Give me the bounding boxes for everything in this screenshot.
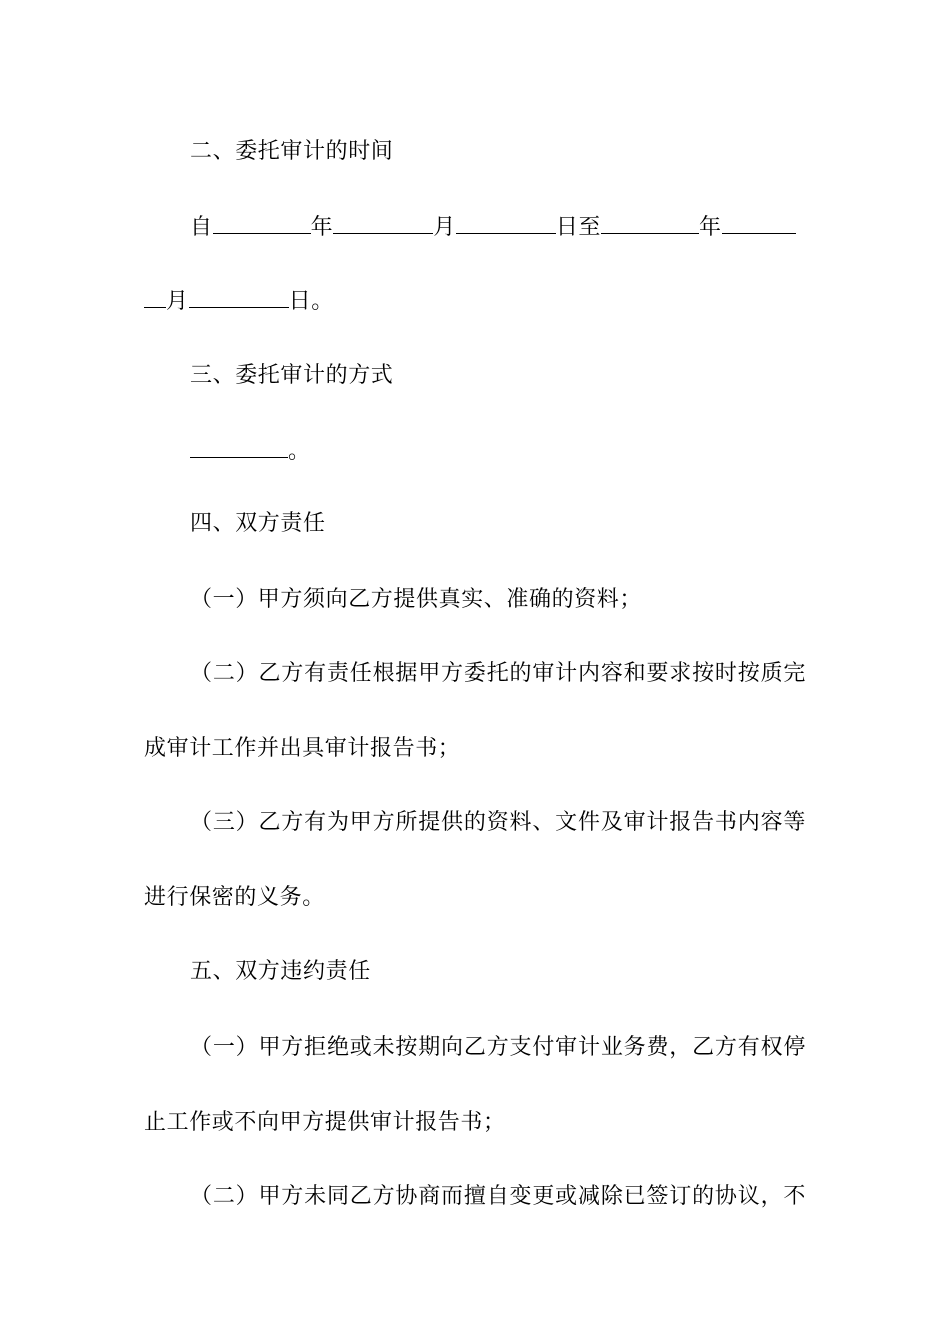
end-month-label: 月 [166, 289, 189, 314]
start-year-blank [213, 211, 311, 234]
section-4-item-2-line-1: （二）乙方有责任根据甲方委托的审计内容和要求按时按质完 [190, 661, 806, 686]
end-month-blank-part1 [722, 211, 796, 234]
end-year-blank [601, 211, 699, 234]
method-blank [190, 435, 288, 458]
start-day-blank [456, 211, 556, 234]
section-3-heading: 三、委托审计的方式 [190, 363, 394, 388]
start-month-blank [333, 211, 433, 234]
section-5-heading: 五、双方违约责任 [190, 959, 371, 984]
end-year-label: 年 [699, 215, 722, 240]
section-4-item-1: （一）甲方须向乙方提供真实、准确的资料； [190, 587, 643, 612]
start-year-label: 年 [310, 215, 334, 240]
section-4-item-3-line-2: 进行保密的义务。 [144, 885, 325, 910]
date-line-2 [144, 285, 806, 317]
method-end: 。 [288, 439, 311, 464]
section-4-heading: 四、双方责任 [190, 511, 326, 536]
section-4-item-3-line-1: （三）乙方有为甲方所提供的资料、文件及审计报告书内容等 [190, 810, 806, 835]
section-2-heading: 二、委托审计的时间 [190, 139, 394, 164]
start-day-label: 日至 [555, 215, 602, 240]
end-day-label: 日。 [288, 289, 334, 314]
start-month-label: 月 [433, 215, 456, 240]
section-4-item-2-line-2: 成审计工作并出具审计报告书； [144, 736, 461, 761]
section-5-item-1-line-1: （一）甲方拒绝或未按期向乙方支付审计业务费，乙方有权停 [190, 1035, 806, 1060]
section-5-item-1-line-2: 止工作或不向甲方提供审计报告书； [144, 1110, 506, 1135]
date-from-label: 自 [190, 215, 213, 240]
end-month-blank-part2 [144, 285, 166, 308]
date-line-1 [190, 211, 806, 243]
method-line [190, 435, 806, 467]
section-5-item-2-line-1: （二）甲方未同乙方协商而擅自变更或减除已签订的协议，不 [190, 1184, 806, 1209]
end-day-blank [189, 285, 289, 308]
